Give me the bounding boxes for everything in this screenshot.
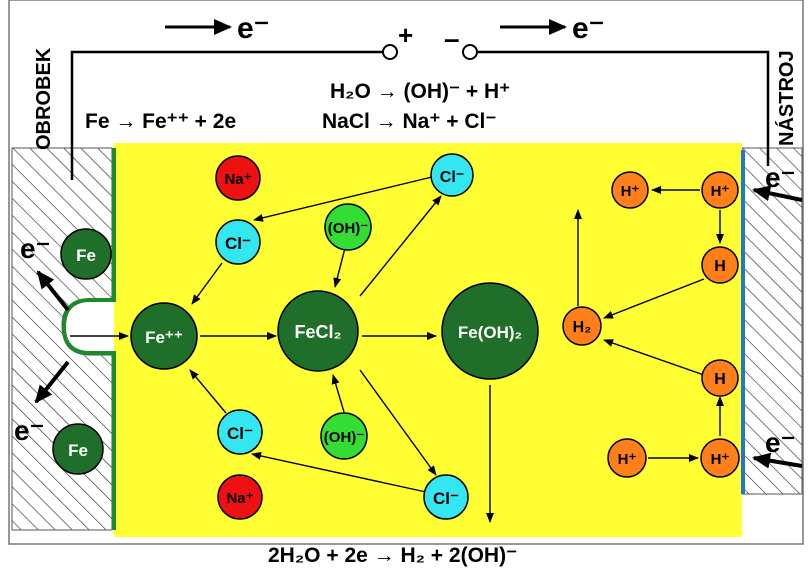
chloride-ion-top-right-label: Cl⁻ [439, 169, 465, 186]
chloride-ion-upper-left-label: Cl⁻ [225, 234, 251, 253]
hydroxide-ion-top-label: (OH)⁻ [327, 220, 369, 237]
hydrogen-ion-2-label: H⁺ [710, 183, 730, 200]
iron-atom-top-label: Fe [76, 246, 96, 265]
workpiece-label: OBROBEK [33, 47, 55, 150]
sodium-ion-bottom-label: Na⁺ [226, 490, 254, 507]
iron-chloride-label: FeCl₂ [294, 322, 342, 342]
electron-label-left-bottom: e⁻ [14, 415, 45, 446]
electron-label-right-top: e⁻ [765, 162, 796, 193]
negative-terminal [463, 45, 477, 59]
electron-label-top-right: e⁻ [572, 12, 605, 45]
anode-reaction-equation: Fe → Fe⁺⁺ + 2e [85, 110, 237, 133]
hydrogen-molecule-label: H₂ [572, 319, 592, 336]
hydrogen-atom-upper-label: H [714, 258, 726, 275]
hydrogen-ion-3-label: H⁺ [617, 451, 637, 468]
iron-atom-bottom-label: Fe [68, 441, 88, 460]
iron-ion-label: Fe⁺⁺ [145, 328, 183, 347]
electron-label-top-left: e⁻ [237, 12, 270, 45]
salt-dissociation-equation: NaCl → Na⁺ + Cl⁻ [322, 110, 497, 133]
hydrogen-ion-1-label: H⁺ [620, 183, 640, 200]
chloride-ion-lower-left-label: Cl⁻ [227, 424, 253, 443]
tool-label: NÁSTROJ [776, 50, 798, 146]
electron-label-left-top: e⁻ [20, 233, 51, 264]
hydrogen-atom-lower-label: H [714, 371, 726, 388]
electrolyte-region [114, 143, 742, 537]
workpiece-block [12, 148, 112, 530]
sodium-ion-top-label: Na⁺ [224, 171, 252, 188]
hydroxide-ion-bottom-label: (OH)⁻ [323, 429, 365, 446]
electron-label-right-bottom: e⁻ [765, 427, 796, 458]
iron-hydroxide-label: Fe(OH)₂ [457, 323, 523, 342]
minus-sign: – [444, 23, 460, 54]
plus-sign: + [398, 20, 414, 50]
cathode-reaction-equation: 2H₂O + 2e → H₂ + 2(OH)⁻ [268, 544, 518, 567]
hydrogen-ion-4-label: H⁺ [710, 451, 730, 468]
water-dissociation-equation: H₂O → (OH)⁻ + H⁺ [330, 80, 511, 103]
positive-terminal [383, 45, 397, 59]
chloride-ion-bottom-right-label: Cl⁻ [433, 489, 459, 508]
